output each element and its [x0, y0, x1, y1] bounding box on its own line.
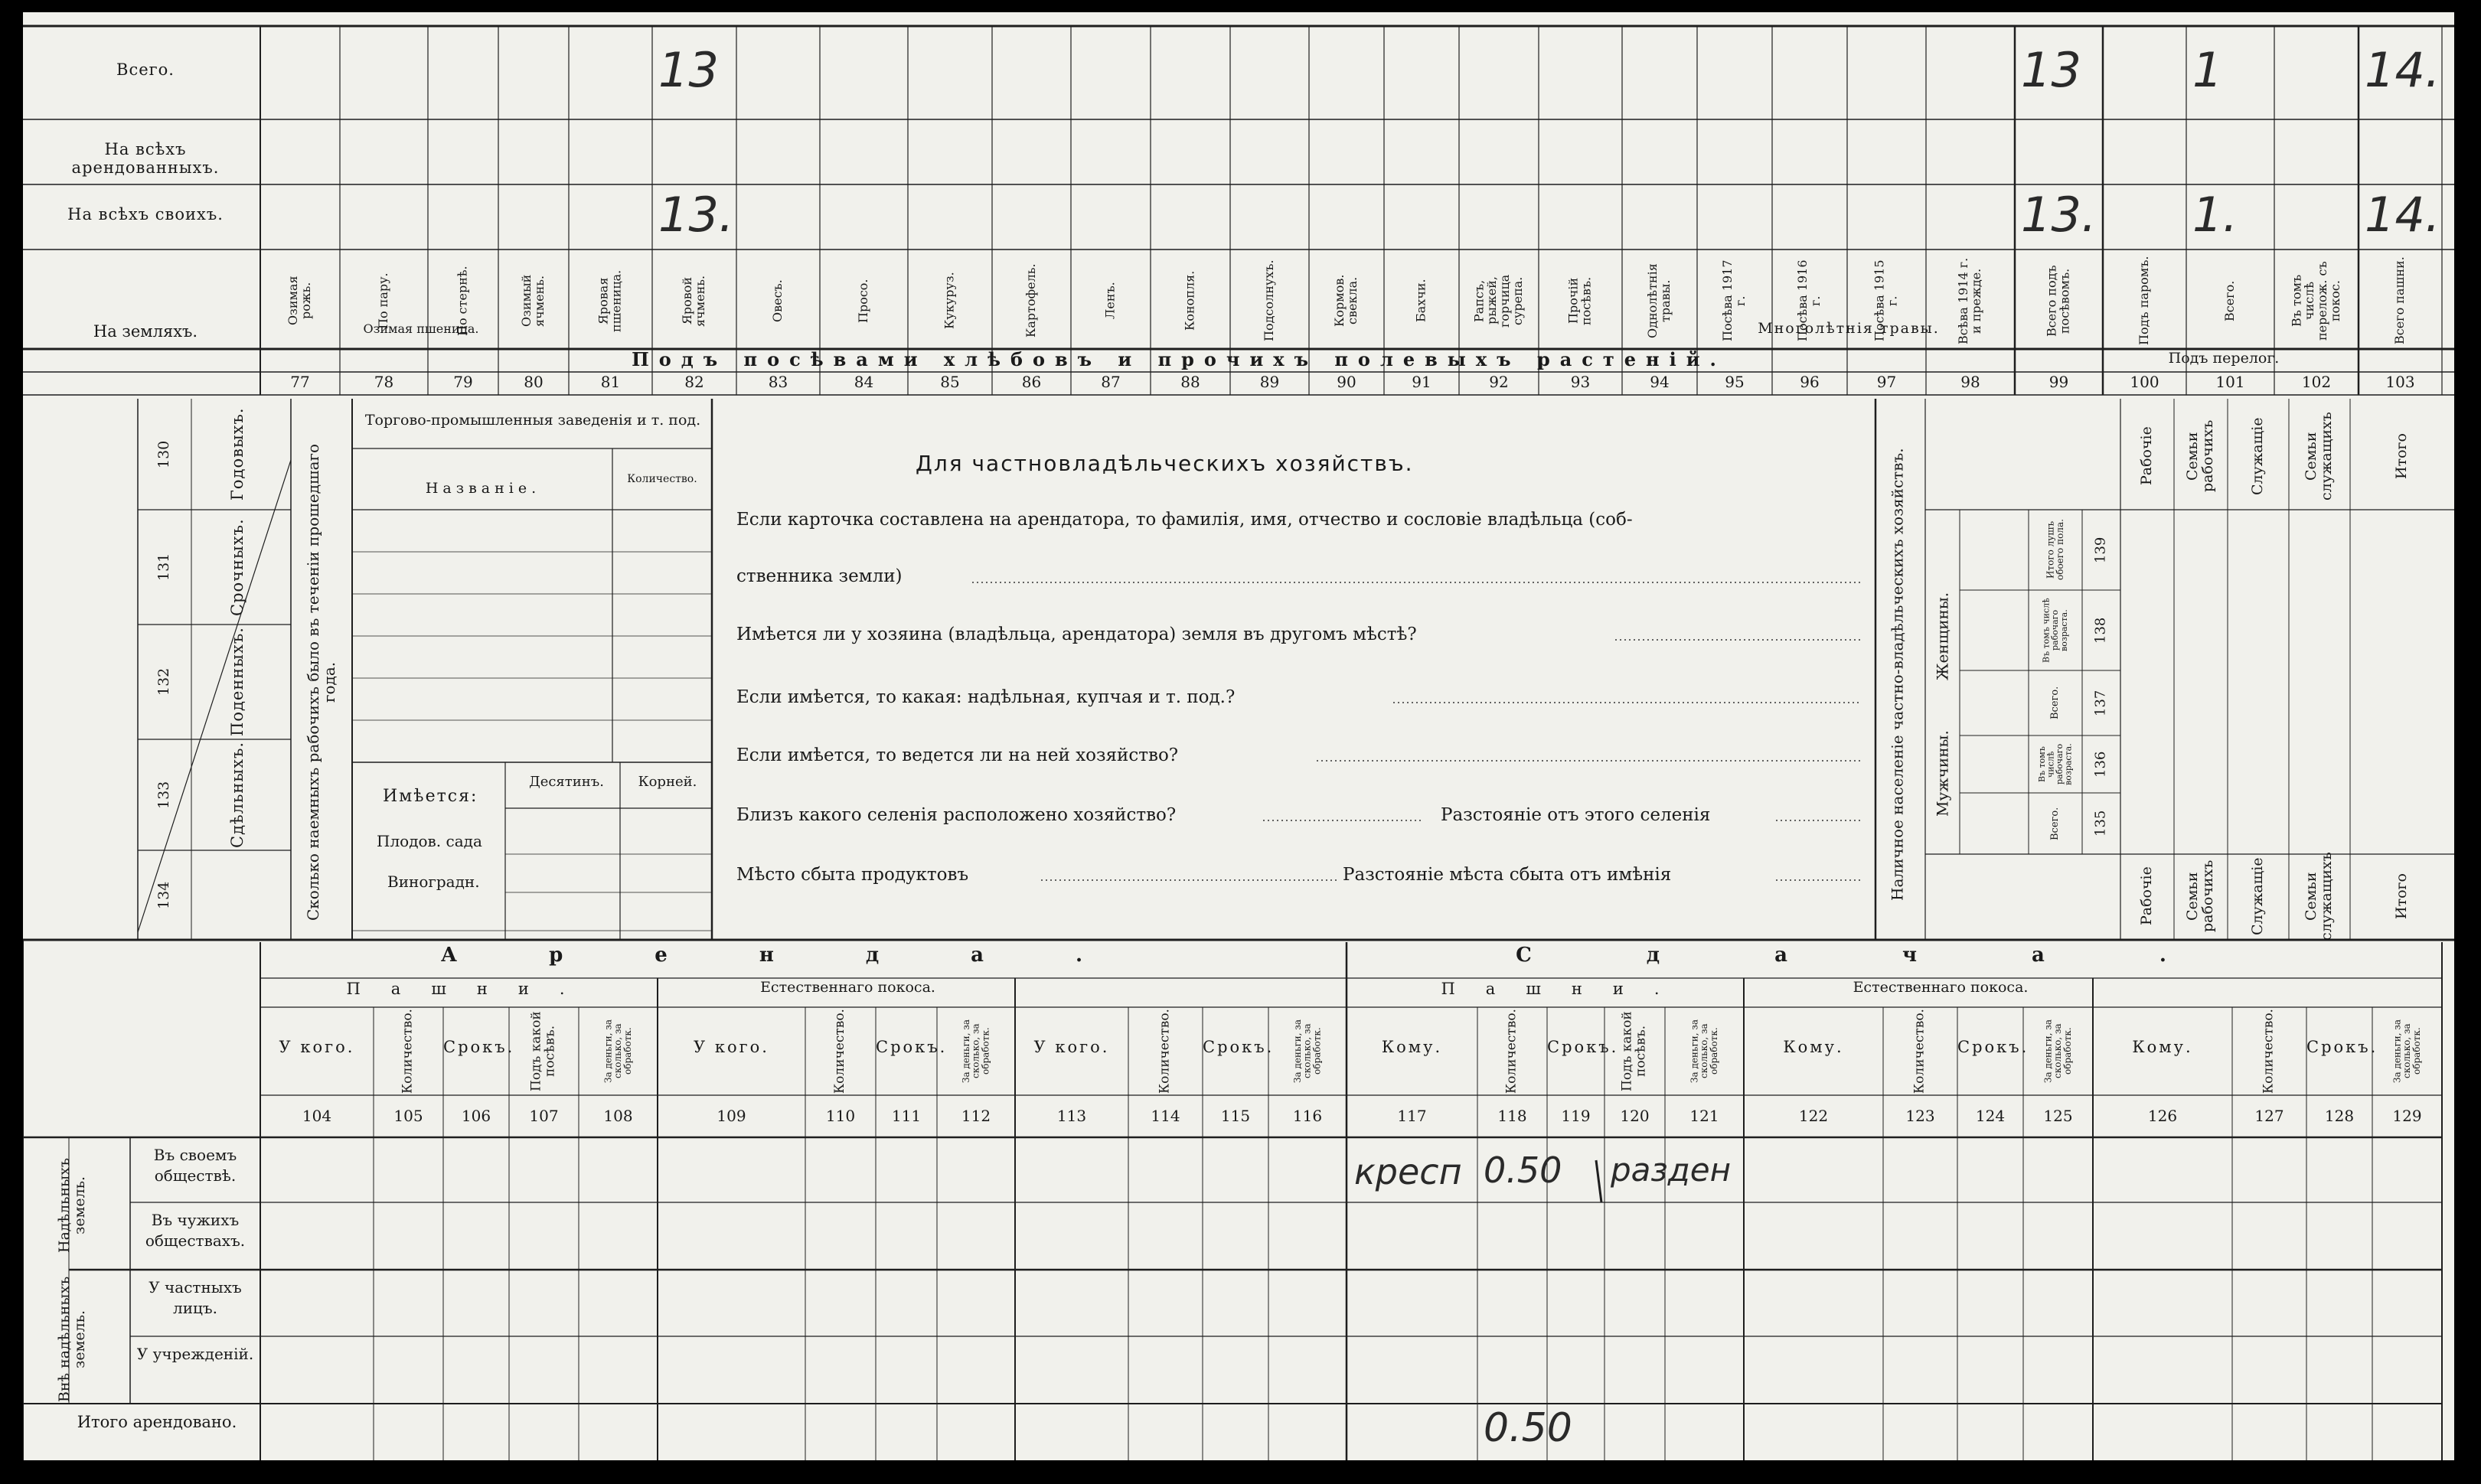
- col-head-84: Просо.: [856, 279, 871, 323]
- col-num-86: 86: [1021, 373, 1042, 391]
- women-label: Женщины.: [1933, 592, 1952, 680]
- col-head-102: Въ томъ числѣ перелож. съ покос.: [2289, 261, 2342, 341]
- col-head-78: По пару.: [376, 272, 391, 329]
- lease-num-112: 112: [961, 1107, 991, 1125]
- pop-top-col: Рабочіе: [2138, 426, 2156, 486]
- orchard-label: Плодов. сада: [377, 832, 482, 850]
- col-num-80: 80: [524, 373, 544, 391]
- lease-num-124: 124: [1975, 1107, 2006, 1125]
- lease-num-110: 110: [825, 1107, 856, 1125]
- pop-bottom-col: Служащіе: [2249, 857, 2267, 935]
- lease-head-110: Количество.: [832, 1009, 848, 1094]
- col-num-84: 84: [854, 373, 874, 391]
- col-num-77: 77: [290, 373, 310, 391]
- pop-num-138: 138: [2092, 617, 2109, 644]
- handwritten-mark-103: 14.: [2365, 42, 2440, 98]
- col-head-79: По стернѣ.: [455, 266, 470, 336]
- col-head-90: Кормов. свекла.: [1332, 274, 1360, 328]
- pop-num-136: 136: [2092, 751, 2109, 778]
- top-row-label: Всего.: [116, 60, 175, 79]
- col-num-101: 101: [2215, 373, 2245, 391]
- lease-num-107: 107: [529, 1107, 559, 1125]
- private-q6b: Разстояніе мѣста сбыта отъ имѣнія: [1343, 865, 1672, 885]
- left-num-134: 134: [155, 881, 173, 909]
- group-nadel: Надѣльныхъ земель.: [56, 1157, 88, 1254]
- left-head-133: Сдѣльныхъ.: [227, 741, 246, 849]
- group-multiyear: Многолѣтнія травы.: [1758, 320, 1940, 337]
- pop-total: Итого лушъ обоего пола.: [2045, 519, 2065, 581]
- lease-row-3: У учрежденій.: [136, 1345, 254, 1363]
- lease-head-114: Количество.: [1157, 1009, 1173, 1094]
- lease-num-128: 128: [2324, 1107, 2355, 1125]
- col-head-101: Всего.: [2222, 280, 2238, 321]
- men-label: Мужчины.: [1933, 730, 1952, 817]
- col-num-99: 99: [2048, 373, 2069, 391]
- lease-num-125: 125: [2043, 1107, 2073, 1125]
- sdacha-pokos: Естественнаго покоса.: [1853, 979, 2029, 996]
- col-num-102: 102: [2301, 373, 2332, 391]
- handwritten-mark-103: 14.: [2365, 186, 2440, 243]
- private-q1a: Если карточка составлена на арендатора, то фамилія, имя, отчество и сословіе владѣльца (соб-: [736, 510, 1633, 530]
- lease-num-129: 129: [2392, 1107, 2422, 1125]
- col-num-89: 89: [1259, 373, 1280, 391]
- lease-num-118: 118: [1497, 1107, 1527, 1125]
- pop-bottom-col: Семьи служащихъ: [2303, 852, 2335, 941]
- lease-num-123: 123: [1905, 1107, 1935, 1125]
- pop-top-col: Служащіе: [2249, 417, 2267, 495]
- lease-num-104: 104: [302, 1107, 332, 1125]
- col-num-81: 81: [600, 373, 621, 391]
- lease-num-105: 105: [393, 1107, 423, 1125]
- group-perelog: Подъ перелог.: [2168, 350, 2280, 367]
- col-head-80: Озимый ячмень.: [519, 274, 547, 328]
- lease-head-108: За деньги, за сколько, за обработк.: [602, 1019, 633, 1084]
- left-num-133: 133: [155, 781, 173, 809]
- trade-title: Торгово-промышленныя заведенія и т. под.: [364, 412, 701, 429]
- total-leased-label: Итого арендовано.: [77, 1413, 237, 1431]
- lease-head-129: За деньги, за сколько, за обработк.: [2391, 1019, 2422, 1084]
- desyatin-col: Десятинъ.: [529, 774, 604, 790]
- pop-top-col: Семьи служащихъ: [2303, 412, 2335, 501]
- col-num-90: 90: [1337, 373, 1356, 391]
- lease-num-122: 122: [1798, 1107, 1829, 1125]
- private-q3: Если имѣется, то какая: надѣльная, купчая и т. под.?: [736, 687, 1236, 707]
- lease-num-117: 117: [1397, 1107, 1427, 1125]
- lease-head-119: Срокъ.: [1547, 1038, 1619, 1056]
- col-head-77: Озимая рожь.: [286, 276, 313, 326]
- arenda-title: Аренда.: [440, 944, 1175, 967]
- lease-num-115: 115: [1220, 1107, 1251, 1125]
- col-num-98: 98: [1960, 373, 1980, 391]
- arenda-pokos: Естественнаго покоса.: [760, 979, 935, 996]
- col-head-86: Картофель.: [1023, 263, 1039, 338]
- col-head-97: Посѣва 1915 г.: [1872, 259, 1900, 342]
- lease-head-120: Подъ какой посѣвъ.: [1619, 1011, 1649, 1091]
- lease-head-123: Количество.: [1911, 1009, 1928, 1094]
- pop-top-col: Итого: [2393, 433, 2411, 479]
- lease-num-121: 121: [1689, 1107, 1719, 1125]
- lease-row-1: Въ чужихъ обществахъ.: [145, 1211, 246, 1250]
- lease-head-109: У кого.: [694, 1038, 769, 1056]
- col-head-103: Всего пашни.: [2392, 256, 2408, 345]
- has-label: Имѣется:: [383, 787, 478, 806]
- lease-num-119: 119: [1561, 1107, 1591, 1125]
- sdacha-pashni: Пашни.: [1441, 980, 1690, 998]
- handwritten-mark-82: 13: [658, 42, 719, 98]
- handwritten-mark-99: 13.: [2021, 186, 2097, 243]
- col-num-97: 97: [1876, 373, 1897, 391]
- col-head-96: Посѣва 1916 г.: [1795, 259, 1823, 342]
- handwritten-mark-101: 1.: [2192, 186, 2238, 243]
- lease-head-106: Срокъ.: [443, 1038, 515, 1056]
- vineyard-label: Виноградн.: [387, 872, 480, 891]
- private-q2: Имѣется ли у хозяина (владѣльца, арендатора) земля въ другомъ мѣстѣ?: [736, 625, 1417, 644]
- hw-komu: кресп: [1354, 1151, 1462, 1192]
- col-head-93: Прочій посѣвъ.: [1565, 276, 1594, 325]
- left-num-131: 131: [155, 553, 173, 582]
- lease-num-106: 106: [461, 1107, 491, 1125]
- col-num-94: 94: [1650, 373, 1670, 391]
- lease-head-105: Количество.: [400, 1009, 416, 1094]
- lease-num-114: 114: [1151, 1107, 1180, 1125]
- pop-women-workers: Въ томъ числѣ рабочаго возраста.: [2041, 598, 2069, 663]
- lease-head-115: Срокъ.: [1203, 1038, 1275, 1056]
- hw-stroke: [1596, 1160, 1601, 1202]
- sdacha-title: Сдача.: [1516, 944, 2281, 967]
- lease-head-111: Срокъ.: [876, 1038, 948, 1056]
- lease-num-126: 126: [2147, 1107, 2178, 1125]
- col-head-92: Рапсъ, рыжей, горчица сурепа.: [1471, 274, 1525, 328]
- left-head-132: Поденныхъ.: [227, 627, 246, 737]
- hw-total: 0.50: [1484, 1405, 1572, 1451]
- col-head-89: Подсолнухъ.: [1262, 259, 1277, 342]
- col-num-82: 82: [684, 373, 704, 391]
- col-head-100: Подъ паромъ.: [2137, 256, 2152, 346]
- row-label-on-lands: На земляхъ.: [93, 322, 198, 341]
- lease-num-113: 113: [1056, 1107, 1087, 1125]
- col-num-93: 93: [1570, 373, 1591, 391]
- col-num-79: 79: [453, 373, 473, 391]
- lease-head-104: У кого.: [279, 1038, 355, 1056]
- col-head-94: Однолѣтнія травы.: [1645, 263, 1673, 338]
- lease-head-126: Кому.: [2132, 1038, 2193, 1056]
- top-row-label: На всѣхъ своихъ.: [67, 204, 224, 223]
- col-head-83: Овесъ.: [770, 279, 785, 322]
- col-head-91: Бахчи.: [1413, 279, 1428, 323]
- lease-head-128: Срокъ.: [2306, 1038, 2378, 1056]
- lease-head-118: Количество.: [1503, 1009, 1520, 1094]
- private-q6: Мѣсто сбыта продуктовъ: [736, 865, 969, 885]
- lease-head-127: Количество.: [2261, 1009, 2277, 1094]
- private-q5b: Разстояніе отъ этого селенія: [1441, 805, 1711, 825]
- col-num-95: 95: [1725, 373, 1745, 391]
- col-head-81: Яровая пшеница.: [596, 269, 624, 332]
- lease-head-117: Кому.: [1381, 1038, 1443, 1056]
- private-q1b: ственника земли): [736, 566, 903, 586]
- lease-num-116: 116: [1292, 1107, 1323, 1125]
- lease-num-127: 127: [2254, 1107, 2284, 1125]
- left-head-130: Годовыхъ.: [227, 407, 246, 501]
- lease-head-124: Срокъ.: [1957, 1038, 2029, 1056]
- col-num-91: 91: [1412, 373, 1431, 391]
- col-num-100: 100: [2130, 373, 2159, 391]
- arenda-pashni: Пашни.: [346, 980, 596, 998]
- trade-qty-col: Количество.: [627, 473, 697, 485]
- pop-men-vsego: Всего.: [2049, 807, 2062, 840]
- hw-razdel: разден: [1611, 1151, 1732, 1189]
- handwritten-mark-99: 13: [2021, 42, 2081, 98]
- pop-top-col: Семьи рабочихъ: [2184, 419, 2216, 493]
- pop-bottom-col: Рабочіе: [2138, 866, 2156, 926]
- group-vne: Внѣ надѣльныхъ земель.: [56, 1276, 88, 1403]
- lease-num-109: 109: [717, 1107, 746, 1125]
- left-head-131: Срочныхъ.: [227, 518, 246, 616]
- pop-num-135: 135: [2092, 810, 2109, 837]
- col-head-85: Кукуруз.: [942, 272, 957, 330]
- col-num-83: 83: [768, 373, 788, 391]
- col-head-88: Конопля.: [1182, 270, 1197, 331]
- col-head-95: Посѣва 1917 г.: [1720, 259, 1748, 342]
- hw-qty: 0.50: [1484, 1150, 1562, 1191]
- lease-head-107: Подъ какой посѣвъ.: [528, 1011, 558, 1091]
- lease-head-112: За деньги, за сколько, за обработк.: [961, 1019, 991, 1084]
- handwritten-mark-82: 13.: [658, 186, 734, 243]
- pop-women-vsego: Всего.: [2049, 686, 2062, 720]
- census-card-sheet: [23, 12, 2454, 1460]
- private-title: Для частновладѣльческихъ хозяйствъ.: [916, 451, 1414, 476]
- trade-name-col: Названіе.: [425, 480, 541, 497]
- col-num-88: 88: [1180, 373, 1200, 391]
- pop-bottom-col: Семьи рабочихъ: [2184, 859, 2216, 933]
- lease-head-116: За деньги, за сколько, за обработк.: [1292, 1019, 1323, 1084]
- col-num-96: 96: [1800, 373, 1820, 391]
- col-num-78: 78: [374, 373, 394, 391]
- lease-row-2: У частныхъ лицъ.: [149, 1278, 242, 1317]
- lease-head-121: За деньги, за сколько, за обработк.: [1689, 1019, 1719, 1084]
- col-num-87: 87: [1101, 373, 1121, 391]
- private-q5: Близъ какого селенія расположено хозяйство?: [736, 805, 1177, 825]
- top-row-label: На всѣхъ арендованныхъ.: [71, 139, 220, 177]
- col-head-82: Яровой ячмень.: [680, 275, 707, 327]
- col-head-99: Всего подъ посѣвомъ.: [2044, 265, 2072, 337]
- workers-question: Сколько наемныхъ рабочихъ было въ теченіи прошедшаго года.: [304, 443, 338, 921]
- col-num-103: 103: [2385, 373, 2415, 391]
- left-num-130: 130: [155, 440, 173, 468]
- lease-num-111: 111: [891, 1107, 922, 1125]
- pop-bottom-col: Итого: [2393, 873, 2411, 919]
- col-num-85: 85: [940, 373, 960, 391]
- group-ozimaya: Озимая пшеница.: [363, 321, 479, 336]
- handwritten-mark-101: 1: [2192, 42, 2223, 98]
- col-num-92: 92: [1489, 373, 1509, 391]
- lease-head-113: У кого.: [1033, 1038, 1110, 1056]
- banner-sown-crops: Подъ посѣвами хлѣбовъ и прочихъ полевыхъ растеній.: [632, 348, 1726, 370]
- col-head-87: Ленъ.: [1102, 282, 1118, 320]
- population-title: Наличное населеніе частно-владѣльческихъ хозяйствъ.: [1888, 448, 1907, 901]
- left-num-132: 132: [155, 667, 173, 696]
- col-head-98: Всѣва 1914 г. и прежде.: [1956, 257, 1983, 344]
- korney-col: Корней.: [638, 774, 697, 790]
- lease-head-125: За деньги, за сколько, за обработк.: [2042, 1019, 2073, 1084]
- lease-head-122: Кому.: [1783, 1038, 1844, 1056]
- pop-num-139: 139: [2092, 537, 2109, 563]
- lease-num-120: 120: [1620, 1107, 1650, 1125]
- lease-row-0: Въ своемъ обществѣ.: [153, 1146, 237, 1185]
- lease-num-108: 108: [603, 1107, 633, 1125]
- pop-num-137: 137: [2092, 690, 2109, 716]
- pop-men-workers: Въ томъ числѣ рабочаго возраста.: [2036, 743, 2074, 785]
- private-q4: Если имѣется, то ведется ли на ней хозяйство?: [736, 745, 1179, 765]
